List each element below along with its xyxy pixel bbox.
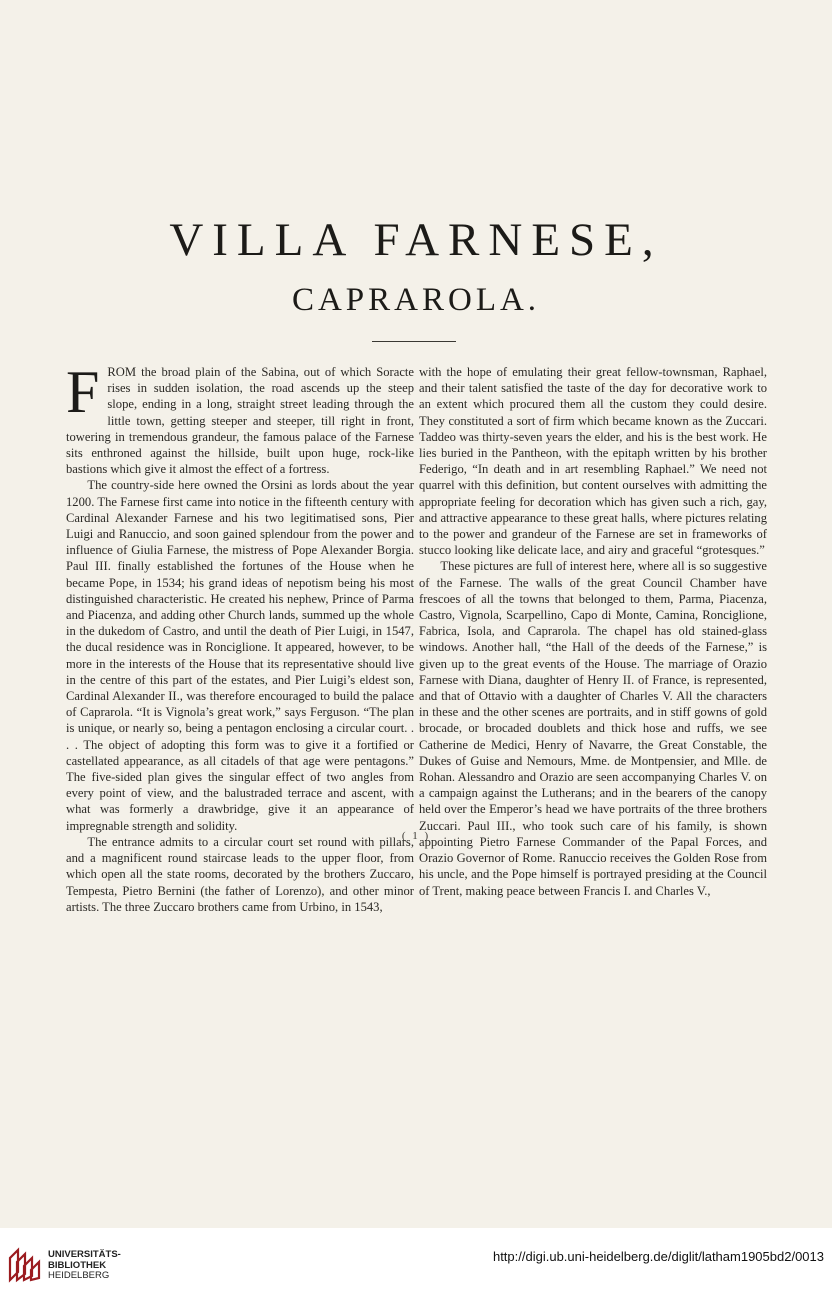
library-name-line: BIBLIOTHEK bbox=[48, 1259, 107, 1271]
library-name bbox=[48, 1250, 121, 1282]
footer-bar bbox=[0, 1228, 832, 1301]
source-url-link[interactable]: http://digi.ub.uni-heidelberg.de/diglit/latham1905bd2/0013 bbox=[492, 1249, 824, 1264]
paragraph: with the hope of emulating their great fellow-townsman, Raphael, and their talent satisfied the taste of the day for decorative work to an extent which procured them all the custom they could desire. They constituted a sort of firm which became known as the Zuccari. Taddeo was thirty-seven years the elder, and his is the best work. He lies buried in the Pantheon, with the epitaph written by his brother Federigo, “In death and in art resembling Raphael.” We need not quarrel with this definition, but content ourselves with admitting the appropriate feeling for decoration which has given such a rich, gay, and attractive appearance to these great halls, where pictures relating to the power and grandeur of the Farnese are set in frameworks of stucco looking like delicate lace, and airy and graceful “grotesques.” bbox=[419, 365, 767, 558]
library-logo-icon bbox=[8, 1248, 42, 1282]
paragraph: These pictures are full of interest here, where all is so suggestive of the Farnese. The walls of the great Council Chamber have frescoes of all the towns that belonged to them, Parma, Piacenza, Castro, Vignola, Scarpellino, Capo di Monte, Camina, Ronciglione, Fabrica, Isola, and Caprarola. The chapel has old stained-glass windows. Another hall, “the Hall of the deeds of the Farnese,” is given up to the great events of the House. The marriage of Orazio Farnese with Diana, daughter of Henry II. of France, is represented, and that of Ottavio with a daughter of Charles V. All the characters in these and the other scenes are portraits, and in stiff gowns of gold brocade, or brocaded doublets and thick hose and ruffs, we see Catherine de Medici, Henry of Navarre, the Great Constable, the Dukes of Guise and Nemours, Mme. de Montpensier, and Mlle. de Rohan. Alessandro and Orazio are seen accompanying Charles V. on a campaign against the Lutherans; and in the bearers of the canopy held over the Emperor’s head we have portraits of the three brothers Zuccari. Paul III., who took such care of his family, is shown appointing Pietro Farnese Commander of the Papal Forces, and Orazio Governor of Rome. Ranuccio receives the Golden Rose from his uncle, and the Pope himself is portrayed presiding at the Council of Trent, making peace between Francis I. and Charles V., bbox=[419, 559, 767, 898]
library-name-line: UNIVERSITÄTS- bbox=[48, 1249, 121, 1260]
right-column bbox=[419, 364, 767, 898]
paragraph bbox=[66, 359, 414, 477]
paragraph: The country-side here owned the Orsini as lords about the year 1200. The Farnese first came into notice in the fifteenth century with Cardinal Alexander Farnese and his two legitimatised sons, Pier Luigi and Ranuccio, and soon gained splendour from the power and influence of Giulia Farnese, the mistress of Pope Alexander Borgia. Paul III. finally established the fortunes of the House when he became Pope, in 1534; his grand ideas of nepotism being his most distinguished characteristic. He created his nephew, Prince of Parma and Piacenza, and adding other Church lands, summed up the whole in the dukedom of Castro, and until the death of Pier Luigi, in 1547, the ducal residence was in Ronciglione. It appeared, however, to be more in the interests of the House that its representative should live in the centre of this part of the estates, and Pier Luigi’s eldest son, Cardinal Alexander II., was therefore encouraged to build the palace of Caprarola. “It is Vignola’s great work,” says Ferguson. “The plan is unique, or nearly so, being a pentagon enclosing a circular court. . . . The object of adopting this form was to give it a fortified or castellated appearance, as all citadels of that age were pentagons.” The five-sided plan gives the singular effect of two angles from every point of view, and the balustraded terrace and ascent, with what was formerly a drawbridge, give it an appearance of impregnable strength and solidity. bbox=[66, 478, 414, 833]
paragraph-text: ROM the broad plain of the Sabina, out of which Soracte rises in sudden isolation, the road ascends up the steep slope, ending in a long, straight street leading through the little town, getting steeper and steeper, till right in front, towering in tremendous grandeur, the famous palace of the Farnese sits enthroned against the hillside, built upon huge, rock-like bastions which give it almost the effect of a fortress. bbox=[66, 365, 414, 477]
drop-cap: F bbox=[66, 359, 100, 425]
page-title: VILLA FARNESE, bbox=[169, 214, 663, 266]
page-subtitle: CAPRAROLA. bbox=[291, 282, 541, 318]
library-name-line: HEIDELBERG bbox=[48, 1270, 110, 1281]
paragraph: The entrance admits to a circular court set round with pillars, and a magnificent round staircase leads to the upper floor, from which open all the state rooms, decorated by the brothers Zuccaro, Tempesta, Pietro Bernini (the father of Lorenzo), and other minor artists. The three Zuccaro brothers came from Urbino, in 1543, bbox=[66, 834, 414, 914]
left-column bbox=[66, 359, 414, 914]
title-divider bbox=[372, 341, 456, 342]
page-number: ( 1 ) bbox=[401, 830, 431, 842]
